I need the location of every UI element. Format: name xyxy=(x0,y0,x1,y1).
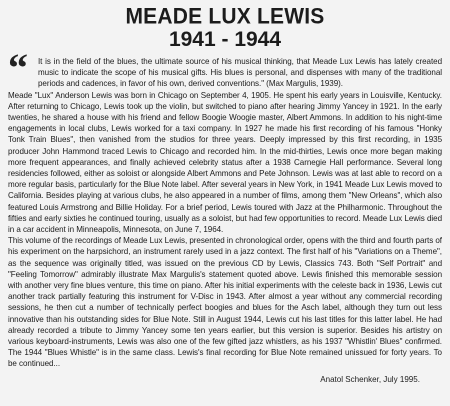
quote-mark-icon: “ xyxy=(8,45,28,90)
page-title: MEADE LUX LEWIS xyxy=(125,4,325,29)
date-range-subtitle: 1941 - 1944 xyxy=(168,28,282,51)
recordings-paragraph: This volume of the recordings of Meade Lux Lewis, presented in chronological order, opens with the third and fourth parts of his experiment on the harpsichord, an instrument rarely used in a jazz context. The first half of his "Variations on a Theme", as the sequence was originally titled, was issued on the previous CD by Lewis, Classics 743. Both "Self Portrait" and "Feeling Tomorrow" admirably illustrate Max Margulis's statement quoted above. Lewis finished this memorable session with another very fine blues venture, this time on piano. After his initial experiments with the celeste back in 1936, Lewis cut another track partially featuring this instrument for V-Disc in 1943. After almost a year without any commercial recording sessions, he then cut a number of technically perfect boogies and blues for the Asch label, although they turn out less innovative than his outstanding sides for Blue Note. Still in August 1944, Lewis cut his last titles for this latter label. He had already recorded a tribute to Jimmy Yancey some ten years earlier, but this version is superior. Besides his artistry on various keyboard-instruments, Lewis was also one of the few gifted jazz whistlers, as his 1937 "Whistlin' Blues" confirmed. The 1944 "Blues Whistle" is in the same class. Lewis's final recording for Blue Note remained unissued for forty years. To be continued... xyxy=(8,236,442,369)
biography-paragraph: Meade "Lux" Anderson Lewis was born in Chicago on September 4, 1905. He spent his early years in Louisville, Kentucky. After returning to Chicago, Lewis took up the violin, but switched to piano after hearing Jimmy Yancey in 1921. In the early twenties, he shared a house with his friend and fellow Boogie Woogie master, Albert Ammons. In addition to his night-time engagements in local clubs, Lewis worked for a taxi company. In 1927 he made his first recording of his famous "Honky Tonk Train Blues", then vanished from the studios for three years. Deeply impressed by this first recording, in 1935 producer John Hammond traced Lewis to Chicago and recorded him. In the mid-thirties, Lewis once more began making more frequent appearances, and finally achieved celebrity status after a 1938 Carnegie Hall performance. Several long residencies followed, either as soloist or alongside Albert Ammons and Pete Johnson. Lewis was at last able to record on a more regular basis, particularly for the Blue Note label. After several years in New York, in 1941 Meade Lux Lewis moved to California. Besides playing at various clubs, he also appeared in a number of films, among them "New Orleans", which also featured Louis Armstrong and Billie Holiday. For a brief period, Lewis toured with Jazz at the Philharmonic. Throughout the fifties and early sixties he continued touring, usually as a soloist, but had few opportunities to record. Meade Lux Lewis died in a car accident in Minneapolis, Minnesota, on June 7, 1964. xyxy=(8,90,442,235)
opening-quote-paragraph xyxy=(8,45,442,90)
author-signature: Anatol Schenker, July 1995. xyxy=(320,374,420,384)
liner-notes-body xyxy=(8,45,442,370)
opening-quote-text: It is in the field of the blues, the ultimate source of his musical thinking, that Meade Lux Lewis has lately created music to indicate the scope of his musical gifts. His blues is personal, and dispenses with many of the traditional periods and cadences, in favor of his own, derived conventions." (Max Margulis, 1939). xyxy=(38,57,442,89)
